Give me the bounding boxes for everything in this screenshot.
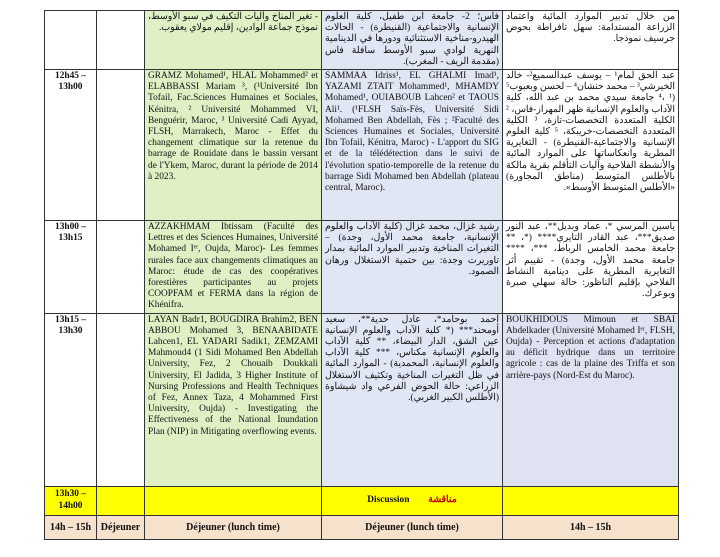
lunch-label: Déjeuner	[97, 515, 145, 539]
session-cell-white: BOUKHIDOUS Mimoun et SBAI Abdelkader (Université Mohamed Iᵉʳ, FLSH, Oujda) - Perception et actions d'adaptation au déficit hydrique dans un territoire agricole : cas de la plaine des Triffa et son arrière-pays (Nord-Est du Maroc).	[503, 313, 679, 486]
session-cell-blue: أحمد بوحامد*، عادل حدية**، سعيد أومحند*** (* كلية الآداب والعلوم الإنسانية عين الشق، الدار البيضاء، ** كلية الآداب والعلوم الإنسانية مكناس، *** كلية الآداب والعلوم الإنسانية، المحمدية) - الموارد المائية في ظل التغيرات المناخية وتكثيف الاستغلال الزراعي: حالة الحوض الفرعي واد شيشاوة (الأطلس الكبير الغربي).	[322, 313, 503, 486]
session-cell-blue: رشيد غزال، محمد غزال (كلية الآداب والعلوم الإنسانية، جامعة محمد الأول، وجدة) – التغيرات المناخية وتدبير الموارد المائية بمدار تاوريرت وجدة: بين حتمية الاستغلال ورهان الصمود.	[322, 221, 503, 314]
lunch-time: 14h – 15h	[45, 515, 97, 539]
table-row	[45, 11, 679, 70]
session-cell-white: عبد الحق لمام¹ – يوسف عبدالسميع²- خالد الخيرشي³ – محمد حنشان⁴ – لحسن وبعبوب⁵ (¹ ،⁴ جامعة سيدي محمد بن عبد الله، كلية الآداب والعلوم الإنسانية ظهر المهراز-فاس، ² الكلية المتعددة التخصصات-تازة، ³ الكلية المتعددة التخصصات-خريبكة، ⁵ كلية العلوم الإنسانية والاجتماعية-القنيطرة) - التغايرية المطرية وانعكاساتها على الموارد المائية والأنشطة الفلاحية وآليات التأقلم بقرية مالكة بالأطلس المتوسط (مناطق المجاورة) «الأطلس المتوسط الأوسط».	[503, 70, 679, 221]
discussion-label-ar: مناقشة	[428, 495, 457, 506]
spacer-cell	[97, 70, 145, 221]
discussion-label-fr: Discussion	[367, 495, 410, 506]
discussion-row	[45, 486, 679, 515]
session-cell-green: - تغير المناخ وآليات التكيف في سبو الأوسط، نموذج جماعة الوادين، إقليم مولاي يعقوب.	[145, 11, 322, 70]
discussion-spacer	[503, 486, 679, 515]
lunch-white: 14h – 15h	[503, 515, 679, 539]
session-cell-green: GRAMZ Mohamed¹, HLAL Mohammed² et ELABBASSI Mariam ³, (¹Université Ibn Tofail, Fac.Sciences Humaines et Sociales, Kénitra, ² Université Mohammed VI, Benguérir, Maroc, ³ Université Cadi Ayyad, FLSH, Marrakech, Maroc - Effet du changement climatique sur la retenue du barrage de Rouidate dans le bassin versant de l'Ykem, Maroc, durant la période de 2014 à 2023.	[145, 70, 322, 221]
discussion-spacer	[145, 486, 322, 515]
session-cell-white: من خلال تدبير الموارد المائية واعتماد الزراعة المستدامة: سهل تافراطة بحوض جرسيف نموذجا.	[503, 11, 679, 70]
lunch-row	[45, 515, 679, 539]
spacer-cell	[97, 221, 145, 314]
session-cell-white: ياسين المرسي *، عماد وبديل**، عبد النور صديق***، عبد القادر التايري**** (*، ** جامعة محمد الخامس الرباط، ***، **** جامعة محمد الأول، وجدة) - تقييم أثر التغايرية المطرية على دينامية النشاط الفلاحي بإقليم الناظور: حالة سهلي صبرة وبوعرك.	[503, 221, 679, 314]
lunch-green: Déjeuner (lunch time)	[145, 515, 322, 539]
spacer-cell	[97, 313, 145, 486]
session-cell-green: LAYAN Badr1, BOUGDIRA Brahim2, BEN ABBOU Mohamed 3, BENAABIDATE Lahcen1, EL YADARI Sadik1, ZEMZAMI Mahmoud4 (1 Sidi Mohamed Ben Abdellah University, Fez, 2 Chouaib Doukkali University, El Jadida, 3 Higher Institute of Nursing Professions and Health Techniques of Fez, Annex Taza, 4 Mohammed First University, Oujda) - Investigating the Effectiveness of the National Inundation Plan (NIP) in Mitigating overflowing events.	[145, 313, 322, 486]
session-cell-blue: فاس؛ 2- جامعة ابن طفيل، كلية العلوم الإنسانية والاجتماعية (القنيطرة) - الحالات الهيدرو-مناخية الاستثنائية ودورها في الدينامية النهرية لوادي سبو الأوسط سافلة فاس (مقدمة الريف - المغرب).	[322, 11, 503, 70]
time-cell: 13h15 – 13h30	[45, 313, 97, 486]
time-cell	[45, 11, 97, 70]
table-row	[45, 221, 679, 314]
discussion-label	[322, 486, 503, 515]
time-cell: 13h00 – 13h15	[45, 221, 97, 314]
lunch-blue: Déjeuner (lunch time)	[322, 515, 503, 539]
program-table	[44, 10, 679, 540]
time-cell: 12h45 – 13h00	[45, 70, 97, 221]
spacer-cell	[97, 11, 145, 70]
session-cell-blue: SAMMAA Idriss¹, EL GHALMI Imad¹, YAZAMI ZTAIT Mohammed¹, MHAMDY Mohamed¹, OUIABOUB Lahcen² et TAOUS Ali¹. (¹FLSH Saïs-Fès, Université Sidi Mohamed Ben Abdellah, Fès ; ²Faculté des Sciences Humaines et Sociales, Université Ibn Tofail, Kénitra, Maroc) - L'apport du SIG et de la télédétection dans le suivi de l'évolution spatio-temporelle de la retenue du barrage Sidi Mohamed ben Abdellah (plateau central, Maroc).	[322, 70, 503, 221]
discussion-time: 13h30 – 14h00	[45, 486, 97, 515]
session-cell-green: AZZAKHMAM Ibtissam (Faculté des Lettres et des Sciences Humaines, Université Mohamed Iᵉʳ, Oujda, Maroc)- Les femmes rurales face aux changements climatiques au Maroc: étude de cas des coopératives forestières participantes au projets COOPFAM et FERMA dans la région de Khénifra.	[145, 221, 322, 314]
table-row	[45, 70, 679, 221]
spacer-cell	[97, 486, 145, 515]
table-row	[45, 313, 679, 486]
